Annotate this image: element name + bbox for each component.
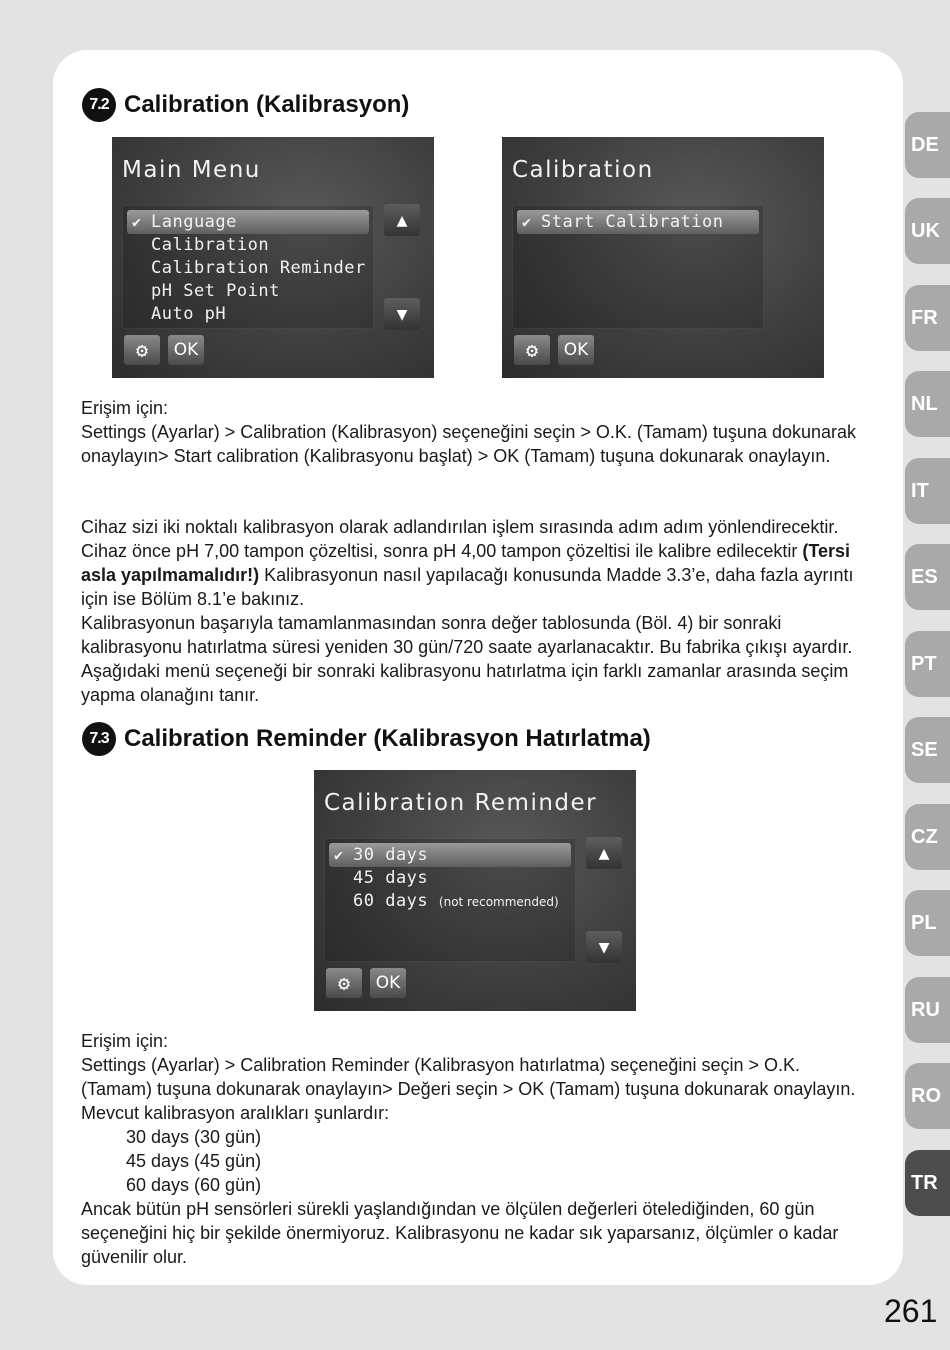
settings-button[interactable] [124, 335, 160, 365]
interval-option: 60 days (60 gün) [126, 1175, 262, 1195]
menu-item-calibration-reminder[interactable]: Calibration Reminder [151, 258, 366, 278]
tab-pl[interactable]: PL [905, 890, 950, 956]
checkmark-icon: ✔ [132, 213, 142, 231]
menu-item-start-calibration[interactable]: ✔ Start Calibration [517, 210, 759, 234]
tab-se[interactable]: SE [905, 717, 950, 783]
screen-title: Calibration Reminder [324, 790, 598, 816]
tab-de[interactable]: DE [905, 112, 950, 178]
tab-cz[interactable]: CZ [905, 804, 950, 870]
calibration-description [81, 515, 871, 707]
calibration-screen [502, 137, 824, 378]
tab-it[interactable]: IT [905, 458, 950, 524]
access-instructions-2: Erişim için: Settings (Ayarlar) > Calibration Reminder (Kalibrasyon hatırlatma) seçeneğini seçin > O.K. (Tamam) tuşuna dokunarak onaylayın> Değeri seçin > OK (Tamam) tuşuna dokunarak onaylayın. Mevcut kalibrasyon aralıkları şunlardır: 30 days (30 gün) 45 days (45 gün) 60 days (60 gün) Ancak bütün pH sensörleri sürekli yaşlandığından ve ölçülen değerleri ötelediğinden, 60 gün seçeneğini hiç bir şekilde önermiyoruz. Kalibrasyonu ne kadar sık yaparsanız, ölçümler o kadar güvenilir olur. [81, 1029, 871, 1269]
section-number-badge: 7.3 [82, 722, 116, 756]
scroll-down-button[interactable] [586, 931, 622, 963]
paragraph: Kalibrasyonun başarıyla tamamlanmasından sonra değer tablosunda (Böl. 4) bir sonraki kalibrasyonu hatırlatma süresi yeniden 30 gün/720 saate ayarlanacaktır. Bu fabrika çıkışı ayardır. Aşağıdaki menü seçeneği bir sonraki kalibrasyonu hatırlatma için farklı zamanlar arasında seçim yapma olanağını tanır. [81, 613, 853, 705]
section-number-badge: 7.2 [82, 88, 116, 122]
option-30-days[interactable]: ✔ 30 days [329, 843, 571, 867]
screen-title: Main Menu [122, 157, 261, 183]
screen-title: Calibration [512, 157, 654, 183]
menu-item-ph-set-point[interactable]: pH Set Point [151, 281, 280, 301]
page-number: 261 [884, 1293, 938, 1329]
checkmark-icon: ✔ [334, 846, 344, 864]
tab-pt[interactable]: PT [905, 631, 950, 697]
calibration-reminder-screen [314, 770, 636, 1011]
settings-button[interactable] [514, 335, 550, 365]
menu-item-language[interactable]: ✔ Language [127, 210, 369, 234]
scroll-down-button[interactable] [384, 298, 420, 330]
triangle-up-icon: ▲ [396, 209, 408, 231]
menu-item-calibration[interactable]: Calibration [151, 235, 270, 255]
scroll-up-button[interactable] [586, 837, 622, 869]
interval-option: 30 days (30 gün) [126, 1127, 262, 1147]
triangle-down-icon: ▼ [396, 303, 408, 325]
settings-button[interactable] [326, 968, 362, 998]
section-7-3-heading [82, 722, 651, 756]
menu-list [324, 838, 576, 962]
access-instructions-1: Erişim için: Settings (Ayarlar) > Calibration (Kalibrasyon) seçeneğini seçin > O.K. (Tamam) tuşuna dokunarak onaylayın> Start calibration (Kalibrasyonu başlat) > OK (Tamam) tuşuna dokunarak onaylayın. [81, 398, 857, 466]
option-45-days[interactable]: 45 days [353, 868, 429, 888]
option-60-days[interactable]: 60 days (not recommended) [353, 891, 559, 911]
tab-ru[interactable]: RU [905, 977, 950, 1043]
ok-button[interactable]: OK [370, 968, 406, 998]
scroll-up-button[interactable] [384, 204, 420, 236]
tab-tr[interactable]: TR [905, 1150, 950, 1216]
section-title: Calibration Reminder (Kalibrasyon Hatırlatma) [124, 725, 651, 752]
menu-list [122, 205, 374, 329]
section-title: Calibration (Kalibrasyon) [124, 91, 410, 118]
ok-button[interactable]: OK [168, 335, 204, 365]
closing-paragraph: Ancak bütün pH sensörleri sürekli yaşlandığından ve ölçülen değerleri ötelediğinden, 60 gün seçeneğini hiç bir şekilde önermiyoruz. Kalibrasyonu ne kadar sık yaparsanız, ölçümler o kadar güvenilir olur. [81, 1199, 839, 1267]
triangle-up-icon: ▲ [598, 842, 610, 864]
checkmark-icon: ✔ [522, 213, 532, 231]
triangle-down-icon: ▼ [598, 936, 610, 958]
tab-ro[interactable]: RO [905, 1063, 950, 1129]
tab-fr[interactable]: FR [905, 285, 950, 351]
interval-option: 45 days (45 gün) [126, 1151, 262, 1171]
tab-uk[interactable]: UK [905, 198, 950, 264]
gear-icon: ⚙ [337, 971, 351, 995]
gear-icon: ⚙ [135, 338, 149, 362]
not-recommended-note: (not recommended) [438, 895, 559, 909]
warning-text: (Tersi asla yapılmamalıdır!) [81, 541, 851, 585]
menu-list [512, 205, 764, 329]
section-7-2-heading [82, 88, 409, 122]
main-menu-screen [112, 137, 434, 378]
menu-item-auto-ph[interactable]: Auto pH [151, 304, 227, 324]
paragraph: Cihaz sizi iki noktalı kalibrasyon olarak adlandırılan işlem sırasında adım adım yönlendirecektir. Cihaz önce pH 7,00 tampon çözeltisi, sonra pH 4,00 tampon çözeltisi ile kalibre edilecektir (Tersi asla yapılmamalıdır!) Kalibrasyonun nasıl yapılacağı konusunda Madde 3.3’e, daha fazla ayrıntı için ise Bölüm 8.1’e bakınız. [81, 517, 854, 609]
tab-nl[interactable]: NL [905, 371, 950, 437]
tab-es[interactable]: ES [905, 544, 950, 610]
ok-button[interactable]: OK [558, 335, 594, 365]
gear-icon: ⚙ [525, 338, 539, 362]
